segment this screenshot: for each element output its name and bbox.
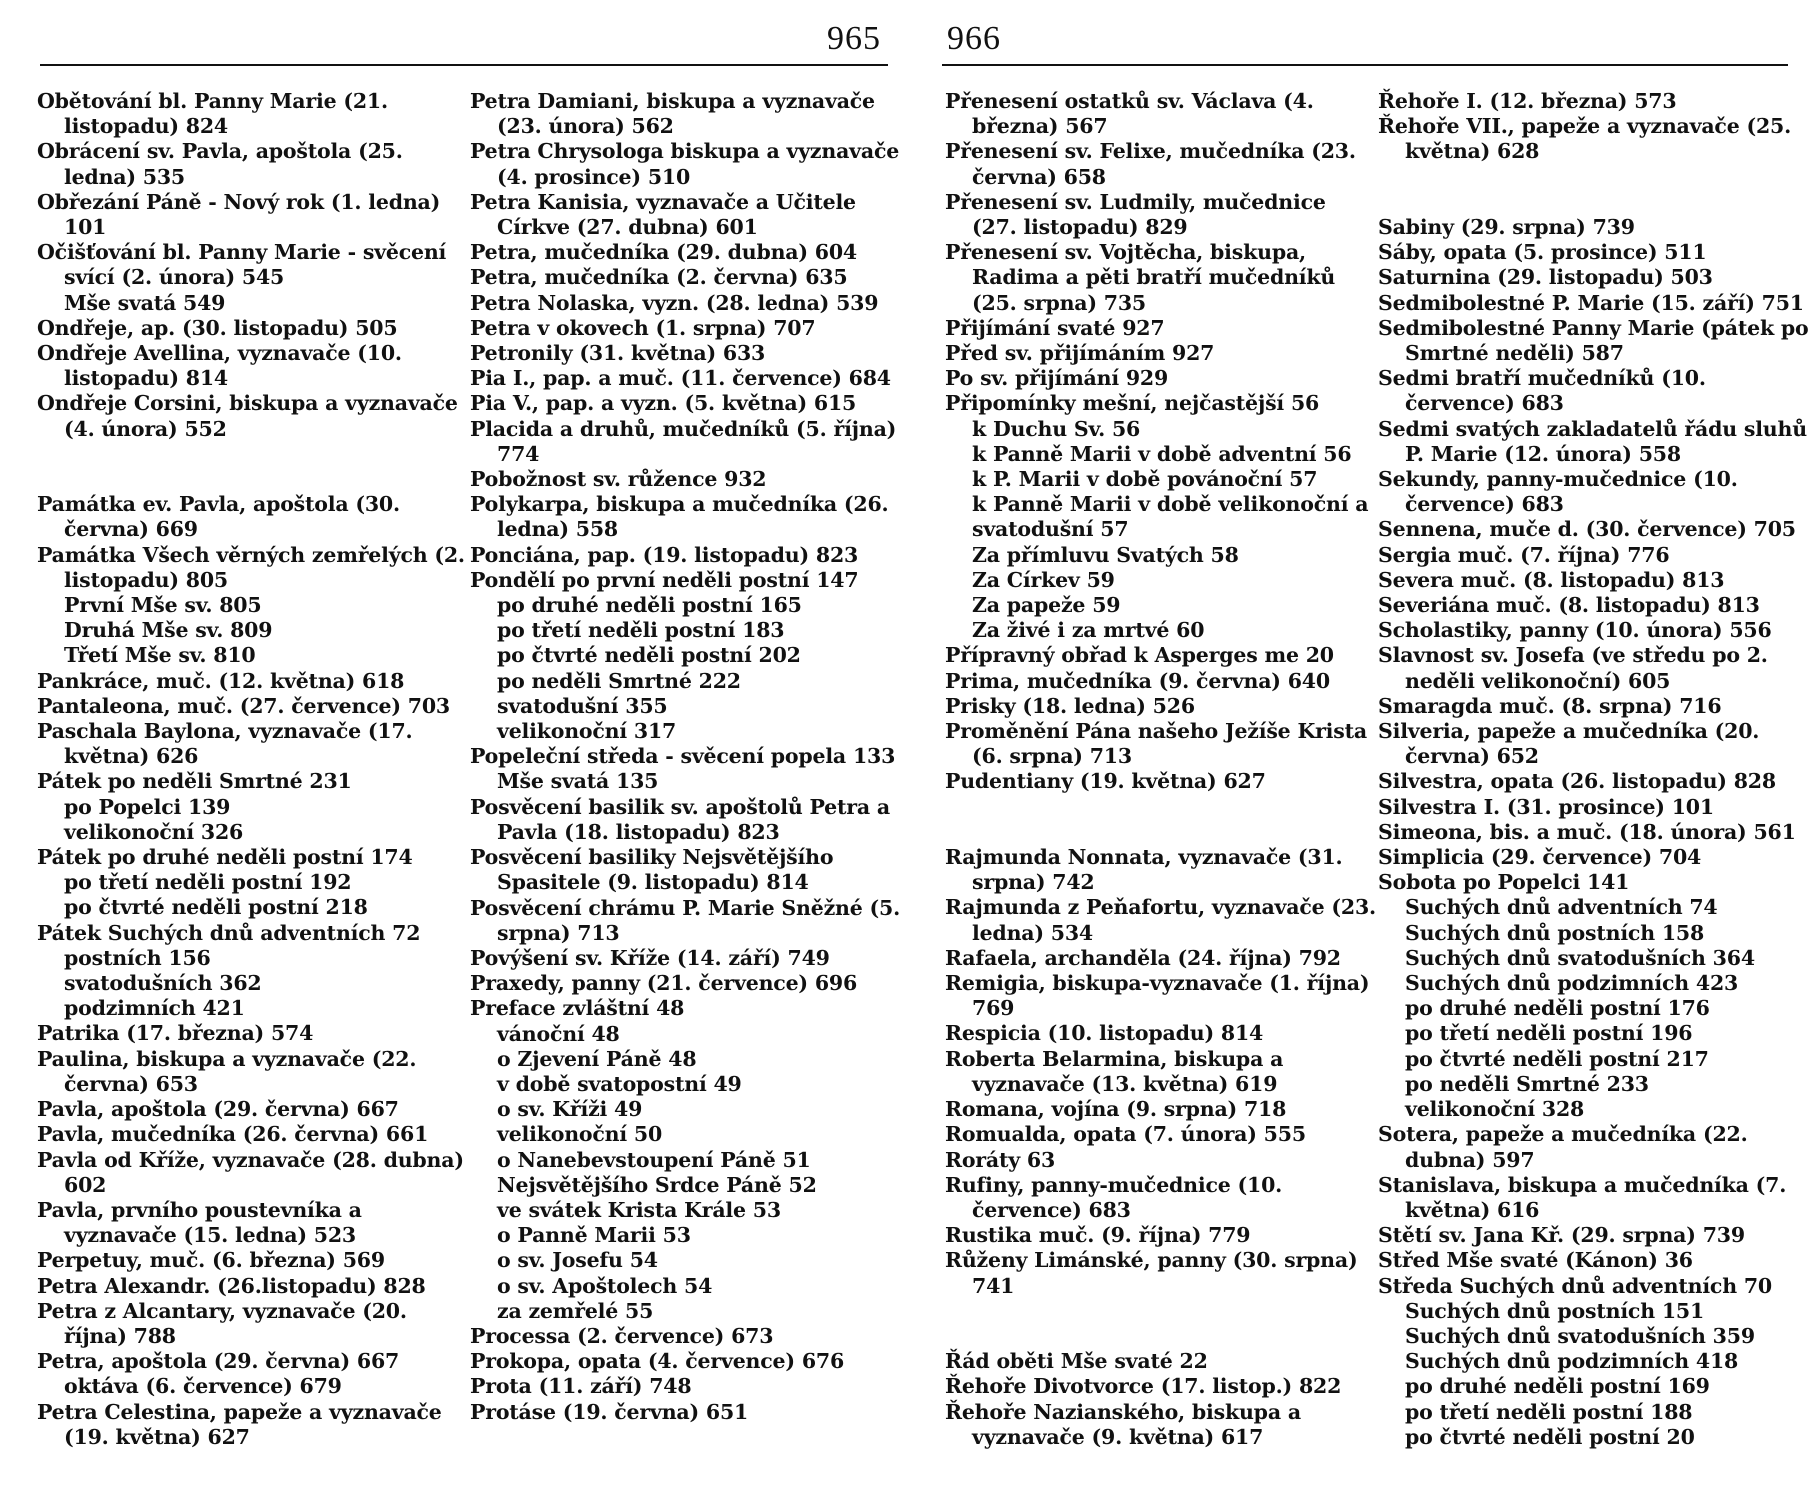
index-entry: Obětování bl. Panny Marie (21. listopadu) 824 [37,89,388,139]
index-entry: Petra Damiani, biskupa a vyznavače (23. února) 562 [470,89,875,139]
index-entry: Silvestra I. (31. prosince) 101 [1378,794,1714,819]
index-entry: Patrika (17. března) 574 [37,1021,314,1046]
index-subentry: svatodušní 355 [497,693,668,718]
index-entry: Před sv. přijímáním 927 [945,341,1215,366]
index-entry: Petra z Alcantary, vyznavače (20. října) 788 [37,1298,407,1348]
index-entry: Středa Suchých dnů adventních 70 [1378,1273,1772,1298]
index-subentry: po třetí neděli postní 188 [1405,1399,1693,1424]
index-entry: Paulina, biskupa a vyznavače (22. června) 653 [37,1046,417,1096]
index-entry: Rufiny, panny-mučednice (10. července) 683 [945,1172,1283,1222]
index-entry: Sedmibolestné P. Marie (15. září) 751 [1378,290,1804,315]
index-entry: Romana, vojína (9. srpna) 718 [945,1097,1287,1122]
index-entry: Posvěcení basiliky Nejsvětějšího Spasitele (9. listopadu) 814 [470,845,834,895]
index-entry: Stětí sv. Jana Kř. (29. srpna) 739 [1378,1223,1745,1248]
index-subentry: po neděli Smrtné 233 [1405,1071,1649,1096]
index-entry: Petra, mučedníka (29. dubna) 604 [470,240,857,265]
index-entry: Petra Nolaska, vyzn. (28. ledna) 539 [470,290,879,315]
index-entry: Pavla, prvního poustevníka a vyznavače (15. ledna) 523 [37,1197,362,1248]
index-entry: Roberta Belarmina, biskupa a vyznavače (13. května) 619 [945,1046,1284,1096]
index-subentry: k Panně Marii v době velikonoční a svatodušní 57 [972,492,1369,542]
index-entry: Simplicia (29. července) 704 [1378,845,1702,870]
index-entry: Sennena, muče d. (30. července) 705 [1378,517,1796,542]
index-entry: Prota (11. září) 748 [470,1374,692,1399]
index-subentry: Suchých dnů svatodušních 359 [1405,1323,1755,1348]
index-entry: Ondřeje, ap. (30. listopadu) 505 [37,315,398,340]
page-number-left: 965 [827,20,881,57]
index-entry: Řád oběti Mše svaté 22 [945,1349,1208,1374]
index-entry: Petra v okovech (1. srpna) 707 [470,315,816,340]
index-subentry: o sv. Apoštolech 54 [497,1273,713,1298]
index-entry: Pobožnost sv. růžence 932 [470,467,767,492]
index-entry: Povýšení sv. Kříže (14. září) 749 [470,945,830,970]
index-entry: Sergia muč. (7. října) 776 [1378,542,1670,567]
index-subentry: o Zjevení Páně 48 [497,1046,697,1071]
index-subentry: o Nanebevstoupení Páně 51 [497,1147,811,1172]
index-entry: Obrácení sv. Pavla, apoštola (25. ledna) 535 [37,139,403,189]
index-entry: Petra, mučedníka (2. června) 635 [470,265,848,290]
index-subentry: k Panně Marii v době adventní 56 [972,441,1352,466]
index-column-3 [945,89,1377,1450]
index-entry: Řehoře VII., papeže a vyznavače (25. května) 628 [1378,114,1792,164]
index-entry: Památka Všech věrných zemřelých (2. listopadu) 805 [37,542,465,592]
index-entry: Pavla od Kříže, vyznavače (28. dubna) 602 [37,1147,464,1197]
index-entry: Severiána muč. (8. listopadu) 813 [1378,593,1760,618]
index-entry: Přenesení sv. Ludmily, mučednice (27. listopadu) 829 [945,189,1326,240]
index-subentry: svatodušních 362 [64,971,262,996]
index-subentry: k Duchu Sv. 56 [972,416,1141,441]
index-subentry: velikonoční 50 [497,1122,663,1147]
index-entry: Saturnina (29. listopadu) 503 [1378,265,1713,290]
index-subentry: po třetí neděli postní 183 [497,618,785,643]
index-entry: Preface zvláštní 48 [470,996,685,1021]
index-entry: Pavla, apoštola (29. června) 667 [37,1097,399,1122]
index-entry: Řehoře I. (12. března) 573 [1378,89,1677,113]
index-entry: Sekundy, panny-mučednice (10. července) 683 [1378,467,1738,517]
index-column-1 [37,89,469,1450]
index-subentry: Za papeže 59 [972,593,1121,618]
index-entry: Rajmunda z Peňafortu, vyznavače (23. ledna) 534 [945,895,1376,945]
index-entry: Prokopa, opata (4. července) 676 [470,1349,845,1374]
index-entry: Ondřeje Avellina, vyznavače (10. listopadu) 814 [37,341,402,391]
index-subentry: po druhé neděli postní 176 [1405,996,1710,1021]
section-gap [37,467,469,492]
index-entry: Očišťování bl. Panny Marie - svěcení svící (2. února) 545 [37,240,447,290]
index-entry: Pátek po druhé neděli postní 174 [37,845,413,870]
index-entry: Stanislava, biskupa a mučedníka (7. května) 616 [1378,1172,1787,1222]
index-entry: Respicia (10. listopadu) 814 [945,1021,1264,1046]
index-subentry: Za přímluvu Svatých 58 [972,542,1239,567]
index-entry: Silveria, papeže a mučedníka (20. června) 652 [1378,719,1760,769]
index-entry: Rustika muč. (9. října) 779 [945,1223,1251,1248]
index-subentry: po druhé neděli postní 169 [1405,1374,1710,1399]
index-column-4 [1378,89,1810,1450]
index-entry: Processa (2. července) 673 [470,1323,774,1348]
index-entry: Severa muč. (8. listopadu) 813 [1378,567,1725,592]
index-subentry: v době svatopostní 49 [497,1071,742,1096]
section-gap [37,442,469,467]
index-subentry: o Panně Marii 53 [497,1223,691,1248]
index-entry: Posvěcení basilik sv. apoštolů Petra a Pavla (18. listopadu) 823 [470,794,890,844]
index-entry: Památka ev. Pavla, apoštola (30. června) 669 [37,492,400,542]
index-entry: Sedmibolestné Panny Marie (pátek po Smrtné neděli) 587 [1378,315,1809,365]
index-entry: Prisky (18. ledna) 526 [945,693,1195,718]
index-entry: Ponciána, pap. (19. listopadu) 823 [470,542,859,567]
index-entry: Remigia, biskupa-vyznavače (1. října) 769 [945,971,1370,1021]
index-subentry: Třetí Mše sv. 810 [64,643,256,668]
index-entry: Simeona, bis. a muč. (18. února) 561 [1378,819,1796,844]
index-entry: Pondělí po první neděli postní 147 [470,567,859,592]
index-entry: Přípravný obřad k Asperges me 20 [945,643,1334,668]
header-rule-left [40,64,888,66]
index-entry: Protáse (19. června) 651 [470,1399,749,1424]
index-entry: Slavnost sv. Josefa (ve středu po 2. neděli velikonoční) 605 [1378,643,1768,693]
index-subentry: po neděli Smrtné 222 [497,668,741,693]
index-entry: Obřezání Páně - Nový rok (1. ledna) 101 [37,189,441,240]
index-entry: Perpetuy, muč. (6. března) 569 [37,1248,385,1273]
index-entry: Přijímání svaté 927 [945,315,1165,340]
section-gap [945,795,1377,820]
index-entry: Pankráce, muč. (12. května) 618 [37,668,405,693]
index-subentry: Suchých dnů svatodušních 364 [1405,945,1755,970]
index-subentry: po Popelci 139 [64,794,231,819]
index-entry: Placida a druhů, mučedníků (5. října) 774 [470,416,897,466]
index-entry: Přenesení sv. Vojtěcha, biskupa, Radima a pěti bratří mučedníků (25. srpna) 735 [945,240,1336,315]
index-entry: Sedmi bratří mučedníků (10. července) 683 [1378,366,1706,416]
index-subentry: podzimních 421 [64,996,245,1021]
index-subentry: Suchých dnů adventních 74 [1405,895,1718,920]
index-entry: Petronily (31. května) 633 [470,341,766,366]
header-rule-right [942,64,1788,66]
index-entry: Přenesení ostatků sv. Václava (4. března) 567 [945,89,1314,139]
index-subentry: za zemřelé 55 [497,1298,654,1323]
index-entry: Posvěcení chrámu P. Marie Sněžné (5. srpna) 713 [470,895,901,945]
index-entry: Sobota po Popelci 141 [1378,870,1630,895]
index-entry: Paschala Baylona, vyznavače (17. května) 626 [37,719,413,769]
index-entry: Prima, mučedníka (9. června) 640 [945,668,1330,693]
index-entry: Scholastiky, panny (10. února) 556 [1378,618,1772,643]
index-entry: Petra Alexandr. (26.listopadu) 828 [37,1273,426,1298]
index-subentry: Za živé i za mrtvé 60 [972,618,1205,643]
index-subentry: po čtvrté neděli postní 217 [1405,1046,1709,1071]
index-subentry: velikonoční 326 [64,819,244,844]
index-entry: Pátek Suchých dnů adventních 72 [37,920,421,945]
index-column-2 [470,89,902,1425]
index-entry: Pia I., pap. a muč. (11. července) 684 [470,366,891,391]
index-subentry: Suchých dnů postních 151 [1405,1298,1705,1323]
index-entry: Petra, apoštola (29. června) 667 [37,1349,400,1374]
index-subentry: Druhá Mše sv. 809 [64,618,273,643]
index-subentry: o sv. Josefu 54 [497,1248,658,1273]
index-subentry: ve svátek Krista Krále 53 [497,1197,781,1222]
index-entry: Smaragda muč. (8. srpna) 716 [1378,693,1722,718]
index-entry: Sotera, papeže a mučedníka (22. dubna) 597 [1378,1122,1748,1172]
index-subentry: oktáva (6. července) 679 [64,1374,342,1399]
index-subentry: Suchých dnů podzimních 418 [1405,1349,1739,1374]
index-subentry: Mše svatá 135 [497,769,659,794]
index-entry: Popeleční středa - svěcení popela 133 [470,744,896,769]
index-subentry: o sv. Kříži 49 [497,1097,643,1122]
index-subentry: Mše svatá 549 [64,290,226,315]
index-entry: Silvestra, opata (26. listopadu) 828 [1378,769,1776,794]
section-gap [1378,165,1810,190]
index-subentry: po čtvrté neděli postní 202 [497,643,801,668]
index-entry: Pia V., pap. a vyzn. (5. května) 615 [470,391,857,416]
index-subentry: po třetí neděli postní 196 [1405,1021,1693,1046]
index-entry: Sáby, opata (5. prosince) 511 [1378,240,1707,265]
index-entry: Růženy Limánské, panny (30. srpna) 741 [945,1248,1358,1298]
index-subentry: vánoční 48 [497,1021,620,1046]
index-entry: Pudentiany (19. května) 627 [945,769,1266,794]
index-entry: Připomínky mešní, nejčastější 56 [945,391,1320,416]
index-entry: Řehoře Nazianského, biskupa a vyznavače (9. května) 617 [945,1399,1301,1449]
index-subentry: po třetí neděli postní 192 [64,870,352,895]
index-entry: Petra Kanisia, vyznavače a Učitele Církve (27. dubna) 601 [470,189,856,240]
index-subentry: po čtvrté neděli postní 218 [64,895,368,920]
index-entry: Polykarpa, biskupa a mučedníka (26. ledna) 558 [470,492,889,542]
section-gap [945,1324,1377,1349]
index-entry: Romualda, opata (7. února) 555 [945,1122,1306,1147]
index-entry: Petra Celestina, papeže a vyznavače (19. května) 627 [37,1399,442,1449]
index-subentry: velikonoční 328 [1405,1097,1585,1122]
index-subentry: po čtvrté neděli postní 20 [1405,1424,1695,1449]
index-entry: Ondřeje Corsini, biskupa a vyznavače (4. února) 552 [37,391,458,441]
index-entry: Rajmunda Nonnata, vyznavače (31. srpna) 742 [945,845,1343,895]
index-entry: Sedmi svatých zakladatelů řádu sluhů P. Marie (12. února) 558 [1378,416,1807,466]
index-entry: Praxedy, panny (21. července) 696 [470,971,858,996]
index-subentry: První Mše sv. 805 [64,593,262,618]
index-subentry: postních 156 [64,945,211,970]
index-entry: Sabiny (29. srpna) 739 [1378,214,1635,239]
index-entry: Petra Chrysologa biskupa a vyznavače (4. prosince) 510 [470,139,900,189]
index-entry: Proměnění Pána našeho Ježíše Krista (6. srpna) 713 [945,719,1367,769]
index-entry: Pátek po neděli Smrtné 231 [37,769,352,794]
page-number-right: 966 [947,20,1001,57]
index-entry: Roráty 63 [945,1147,1056,1172]
index-entry: Řehoře Divotvorce (17. listop.) 822 [945,1374,1342,1399]
index-entry: Střed Mše svaté (Kánon) 36 [1378,1248,1693,1273]
section-gap [1378,190,1810,215]
section-gap [945,1299,1377,1324]
index-entry: Rafaela, archanděla (24. října) 792 [945,945,1341,970]
index-subentry: Nejsvětějšího Srdce Páně 52 [497,1172,817,1197]
index-subentry: k P. Marii v době povánoční 57 [972,467,1318,492]
index-entry: Po sv. přijímání 929 [945,366,1169,391]
index-entry: Přenesení sv. Felixe, mučedníka (23. června) 658 [945,139,1356,189]
index-subentry: Suchých dnů podzimních 423 [1405,971,1739,996]
index-subentry: Za Církev 59 [972,567,1115,592]
index-subentry: velikonoční 317 [497,719,677,744]
index-entry: Pantaleona, muč. (27. července) 703 [37,693,450,718]
index-entry: Pavla, mučedníka (26. června) 661 [37,1122,429,1147]
index-subentry: Suchých dnů postních 158 [1405,920,1705,945]
index-subentry: po druhé neděli postní 165 [497,593,802,618]
section-gap [945,820,1377,845]
